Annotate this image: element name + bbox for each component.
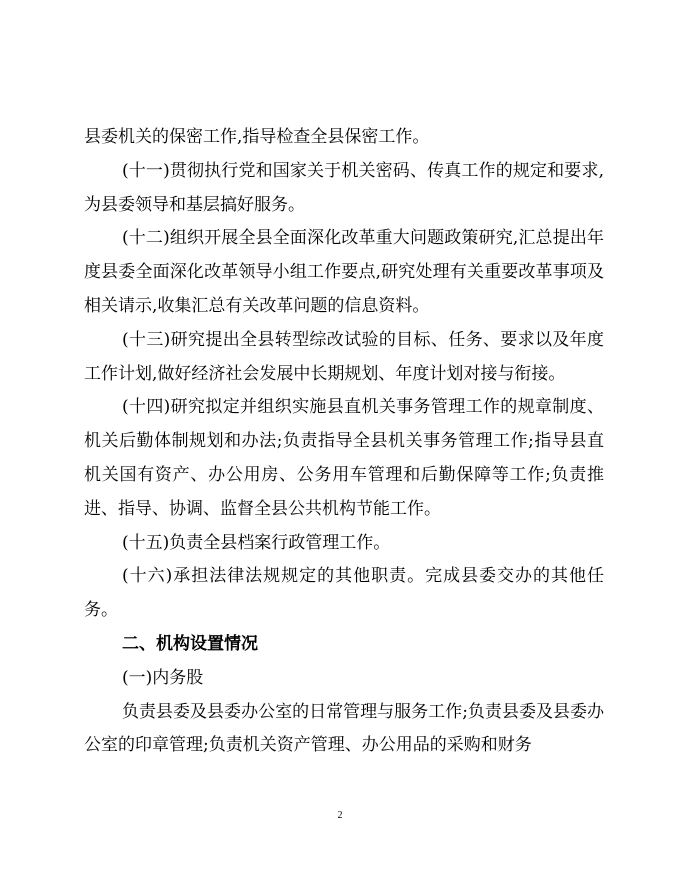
document-body (84, 121, 604, 763)
page-number: 2 (337, 810, 343, 821)
paragraph-item-11: (十一)贯彻执行党和国家关于机关密码、传真工作的规定和要求,为县委领导和基层搞好服务。 (84, 160, 604, 215)
section-heading: 二、机构设置情况 (122, 633, 258, 654)
paragraph-item-14: (十四)研究拟定并组织实施县直机关事务管理工作的规章制度、机关后勤体制规划和办法;负责指导全县机关事务管理工作;指导县直机关国有资产、办公用房、公务用车管理和后勤保障等工作;负责推进、指导、协调、监督全县公共机构节能工作。 (84, 397, 604, 519)
paragraph-item-16: (十六)承担法律法规规定的其他职责。完成县委交办的其他任务。 (84, 566, 604, 621)
subsection-heading: (一)内务股 (122, 667, 204, 688)
paragraph-internal-affairs: 负责县委及县委办公室的日常管理与服务工作;负责县委及县委办公室的印章管理;负责机关资产管理、办公用品的采购和财务 (84, 701, 604, 756)
paragraph-item-13: (十三)研究提出全县转型综改试验的目标、任务、要求以及年度工作计划,做好经济社会发展中长期规划、年度计划对接与衔接。 (84, 329, 604, 384)
paragraph-confidentiality: 县委机关的保密工作,指导检查全县保密工作。 (84, 127, 430, 147)
paragraph-item-15: (十五)负责全县档案行政管理工作。 (122, 532, 391, 553)
paragraph-item-12: (十二)组织开展全县全面深化改革重大问题政策研究,汇总提出年度县委全面深化改革领导小组工作要点,研究处理有关重要改革事项及相关请示,收集汇总有关改革问题的信息资料。 (84, 228, 604, 316)
